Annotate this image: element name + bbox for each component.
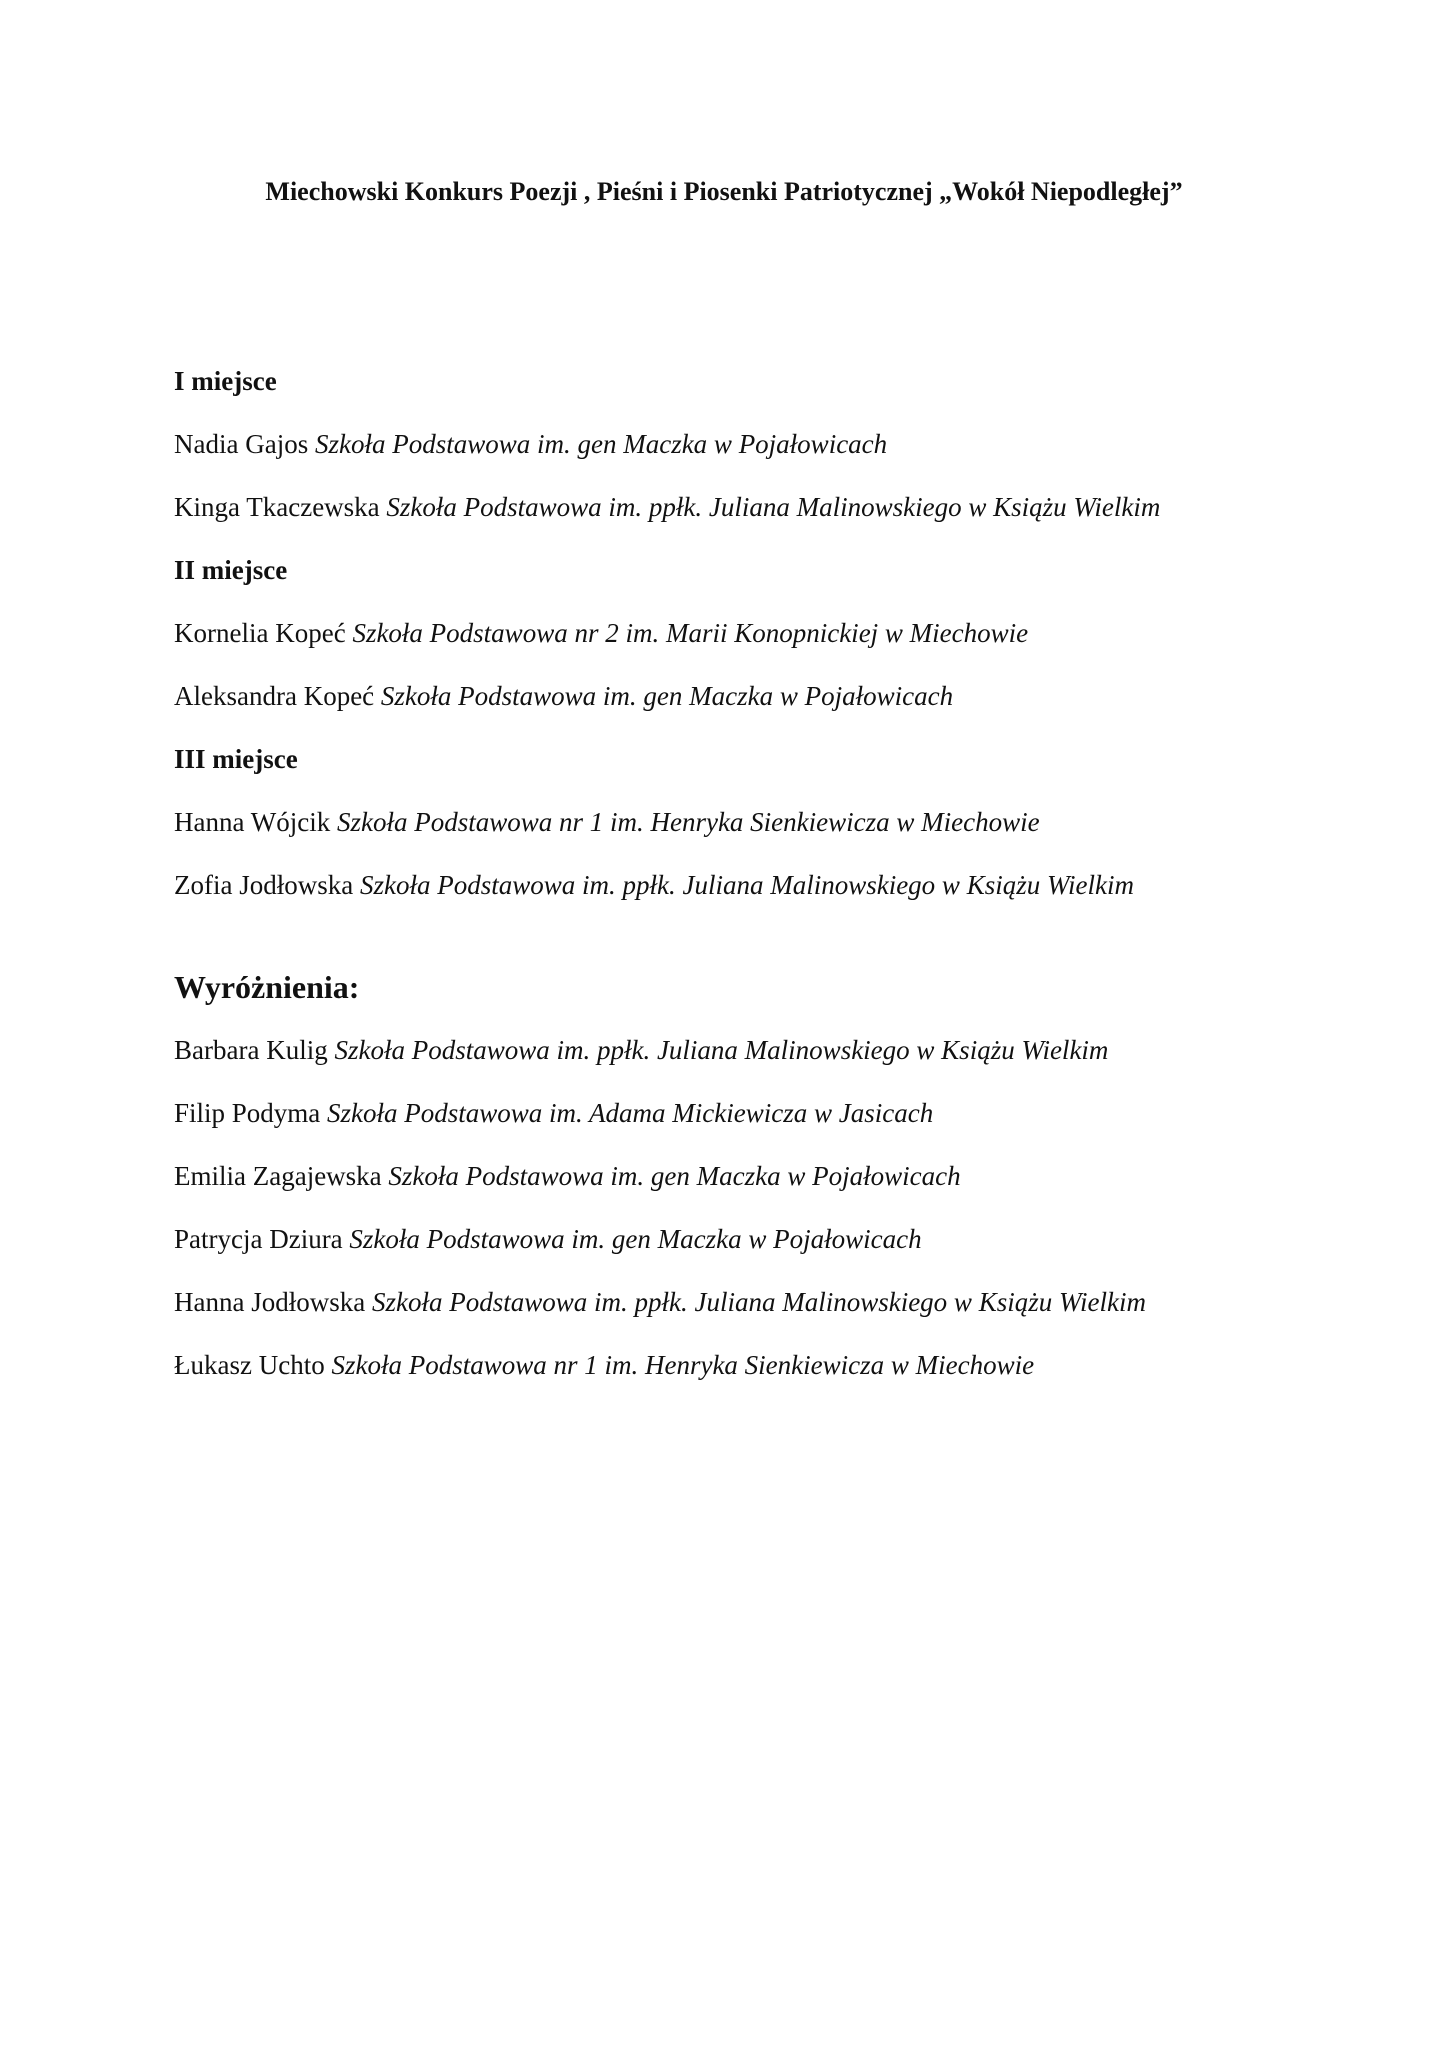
school-name: Szkoła Podstawowa nr 2 im. Marii Konopnickiej w Miechowie	[352, 618, 1029, 648]
honor-entry	[174, 1346, 1354, 1384]
participant-name: Aleksandra Kopeć	[174, 681, 375, 711]
honor-entry	[174, 1157, 1354, 1195]
participant-name: Łukasz Uchto	[174, 1350, 325, 1380]
result-entry	[174, 677, 1354, 715]
school-name: Szkoła Podstawowa nr 1 im. Henryka Sienkiewicza w Miechowie	[331, 1350, 1035, 1380]
results-list	[174, 362, 1354, 1409]
school-name: Szkoła Podstawowa im. ppłk. Juliana Malinowskiego w Książu Wielkim	[386, 492, 1161, 522]
result-entry	[174, 614, 1354, 652]
document-title: Miechowski Konkurs Poezji , Pieśni i Piosenki Patriotycznej „Wokół Niepodległej”	[265, 177, 1183, 206]
school-name: Szkoła Podstawowa nr 1 im. Henryka Sienkiewicza w Miechowie	[336, 807, 1040, 837]
school-name: Szkoła Podstawowa im. ppłk. Juliana Malinowskiego w Książu Wielkim	[334, 1035, 1109, 1065]
participant-name: Hanna Wójcik	[174, 807, 331, 837]
result-entry	[174, 866, 1354, 904]
school-name: Szkoła Podstawowa im. Adama Mickiewicza w Jasicach	[327, 1098, 934, 1128]
place-heading-1: I miejsce	[174, 366, 277, 396]
participant-name: Kornelia Kopeć	[174, 618, 346, 648]
result-entry	[174, 488, 1354, 526]
school-name: Szkoła Podstawowa im. gen Maczka w Pojałowicach	[388, 1161, 961, 1191]
honors-heading: Wyróżnienia:	[174, 969, 360, 1005]
school-name: Szkoła Podstawowa im. ppłk. Juliana Malinowskiego w Książu Wielkim	[371, 1287, 1146, 1317]
school-name: Szkoła Podstawowa im. gen Maczka w Pojałowicach	[380, 681, 954, 711]
result-entry	[174, 803, 1354, 841]
participant-name: Hanna Jodłowska	[174, 1287, 366, 1317]
school-name: Szkoła Podstawowa im. ppłk. Juliana Malinowskiego w Książu Wielkim	[359, 870, 1134, 900]
participant-name: Kinga Tkaczewska	[174, 492, 380, 522]
participant-name: Filip Podyma	[174, 1098, 321, 1128]
school-name: Szkoła Podstawowa im. gen Maczka w Pojałowicach	[349, 1224, 922, 1254]
place-heading-3: III miejsce	[174, 744, 298, 774]
honor-entry	[174, 1283, 1354, 1321]
participant-name: Emilia Zagajewska	[174, 1161, 382, 1191]
honor-entry	[174, 1094, 1354, 1132]
participant-name: Zofia Jodłowska	[174, 870, 354, 900]
participant-name: Patrycja Dziura	[174, 1224, 343, 1254]
result-entry	[174, 425, 1354, 463]
participant-name: Barbara Kulig	[174, 1035, 328, 1065]
participant-name: Nadia Gajos	[174, 429, 309, 459]
honor-entry	[174, 1220, 1354, 1258]
honor-entry	[174, 1031, 1354, 1069]
school-name: Szkoła Podstawowa im. gen Maczka w Pojałowicach	[314, 429, 888, 459]
place-heading-2: II miejsce	[174, 555, 288, 585]
